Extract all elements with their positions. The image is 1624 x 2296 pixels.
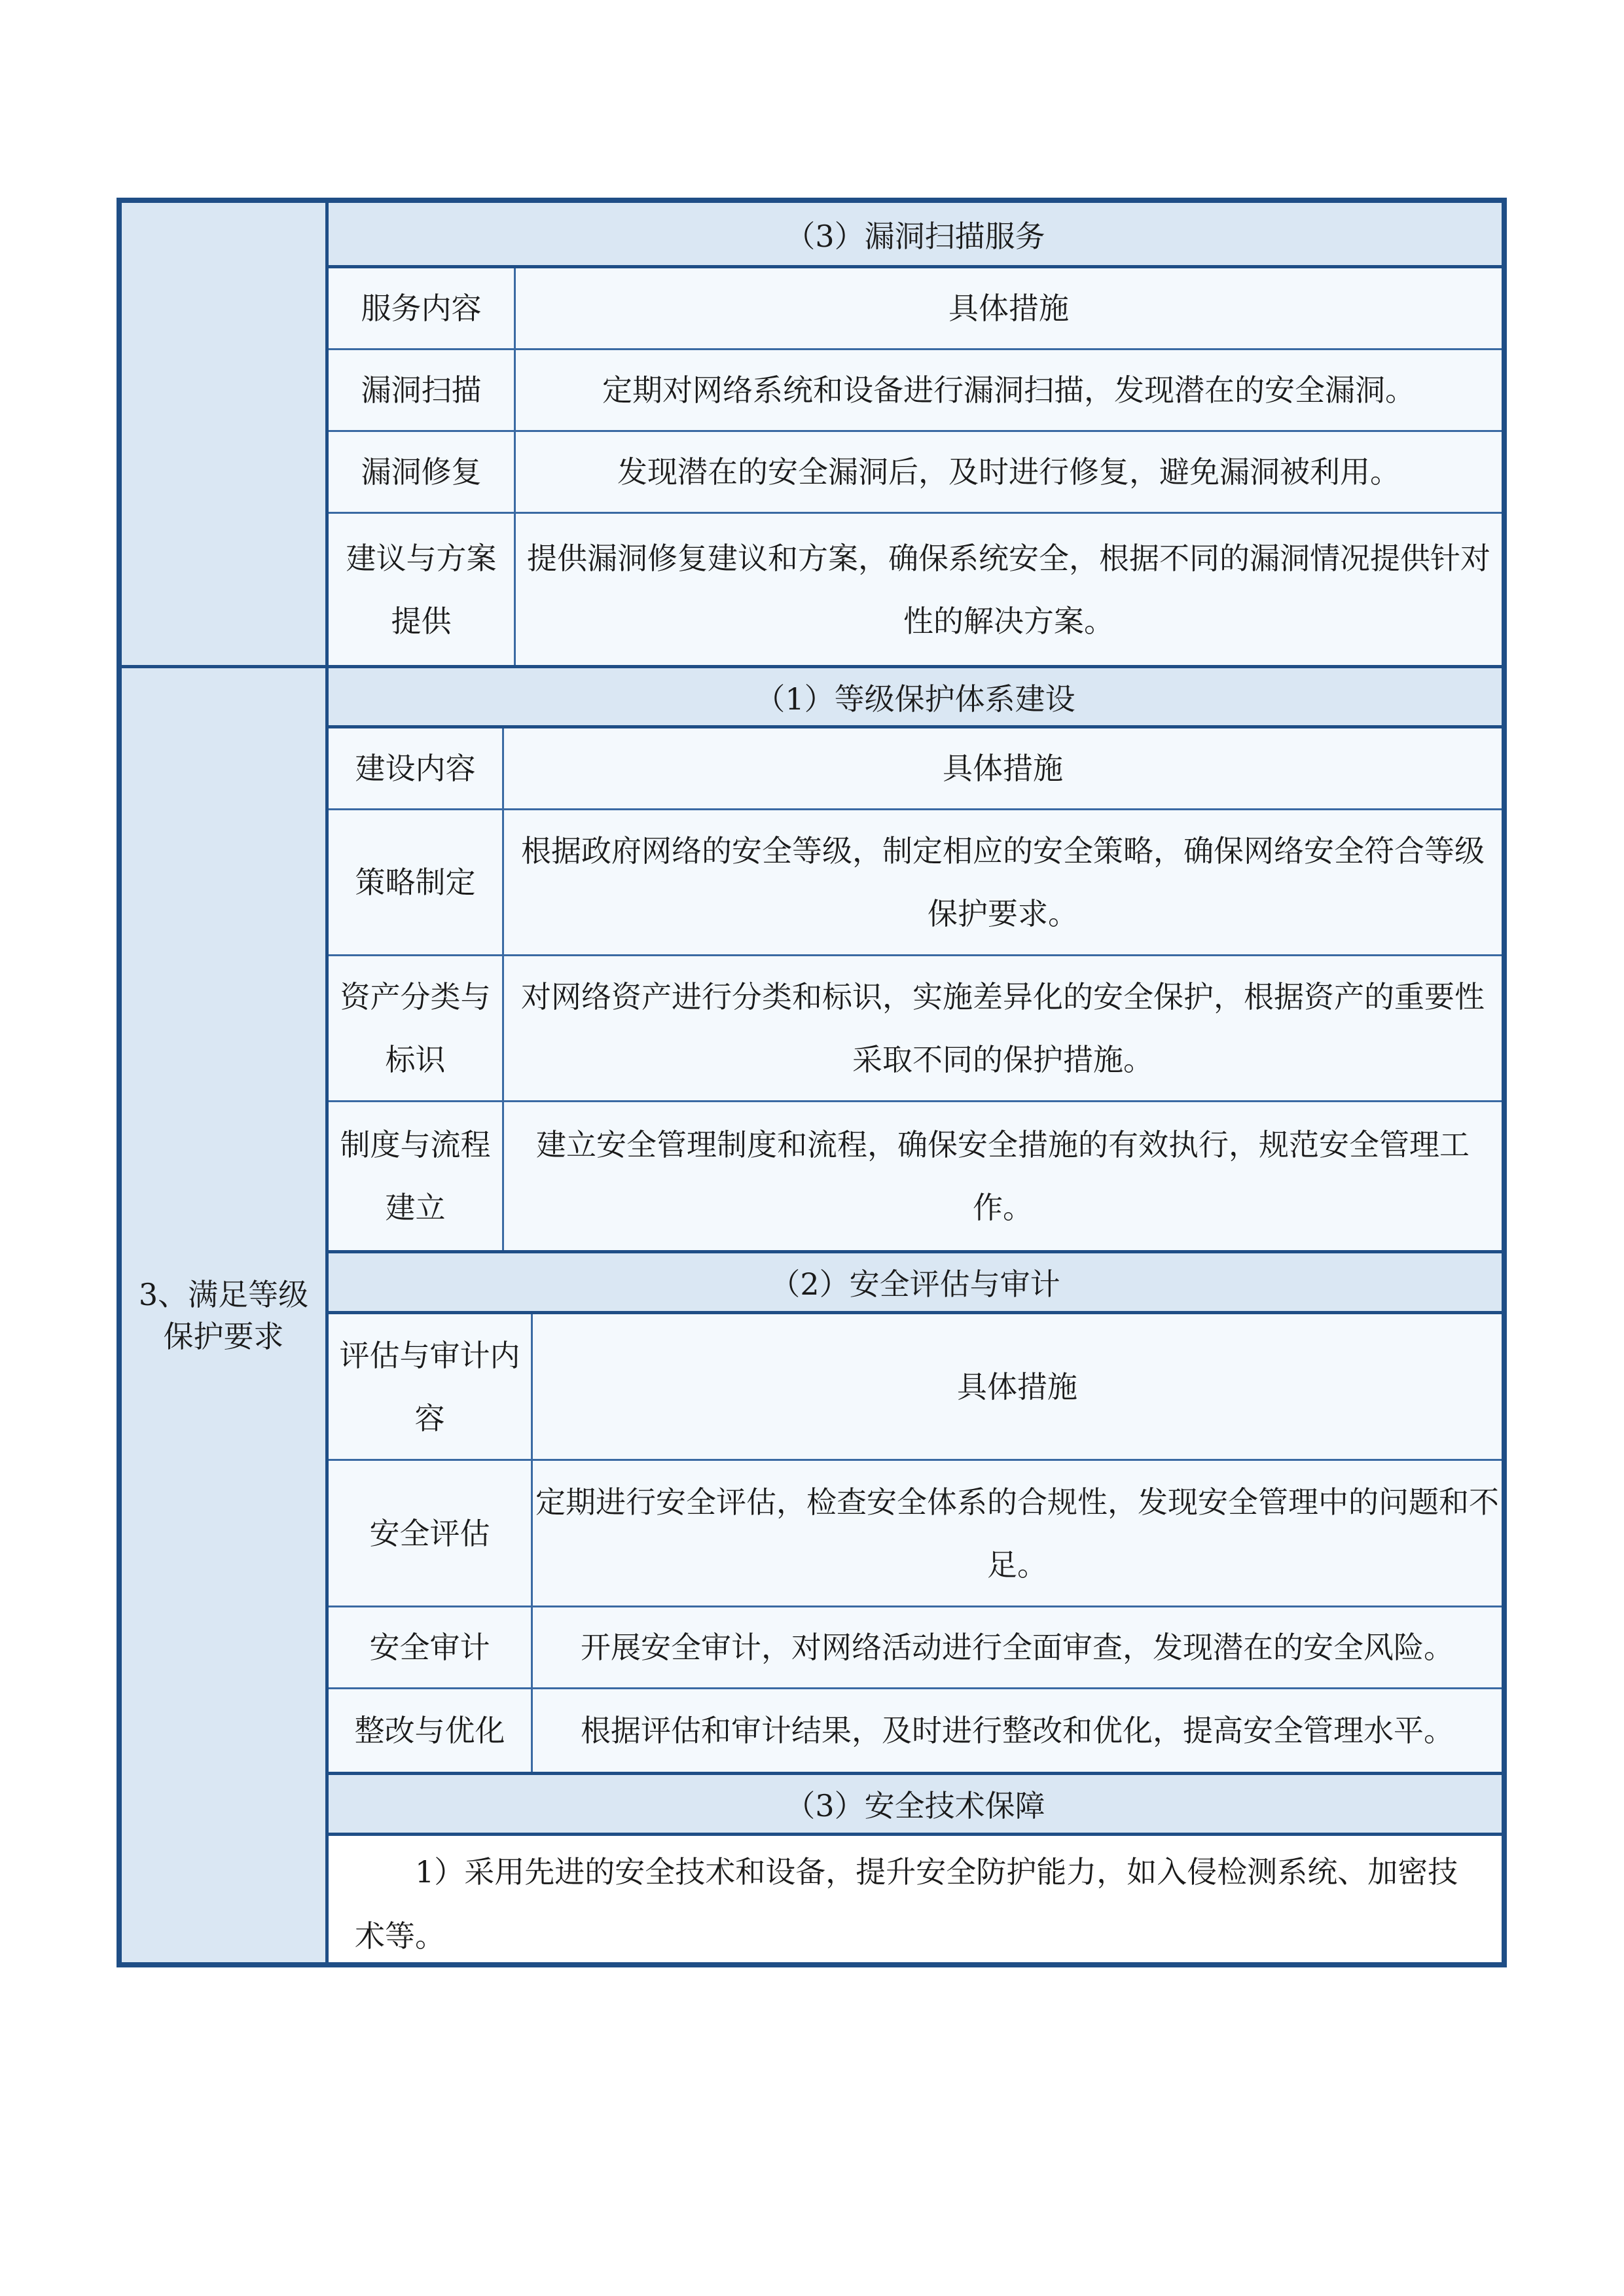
column-header-measure: 具体措施 (948, 291, 1069, 326)
section-title-vuln-scan (329, 203, 1502, 268)
row-item: 制度与流程建立 (329, 1102, 504, 1250)
row-measure: 定期进行安全评估，检查安全体系的合规性，发现安全管理中的问题和不足。 (535, 1484, 1499, 1583)
row-measure: 提供漏洞修复建议和方案，确保系统安全，根据不同的漏洞情况提供针对性的解决方案。 (527, 540, 1490, 639)
row-measure: 开展安全审计，对网络活动进行全面审查，发现潜在的安全风险。 (581, 1630, 1454, 1665)
tech-guarantee-paragraph: 1）采用先进的安全技术和设备，提升安全防护能力，如入侵检测系统、加密技术等。 (355, 1854, 1458, 1954)
row-item: 安全审计 (329, 1607, 533, 1687)
table-header-row (329, 1314, 1502, 1461)
row-measure: 根据评估和审计结果，及时进行整改和优化，提高安全管理水平。 (581, 1713, 1454, 1748)
row-item: 漏洞修复 (329, 432, 516, 512)
table-row (329, 1607, 1502, 1689)
right-content-column (329, 203, 1502, 1962)
table-row (329, 514, 1502, 665)
section-title-text: （1）等级保护体系建设 (755, 681, 1075, 717)
row-item: 策略制定 (329, 810, 504, 954)
row-measure: 根据政府网络的安全等级，制定相应的安全策略，确保网络安全符合等级保护要求。 (521, 833, 1485, 931)
category-label: 3、满足等级保护要求 (138, 1276, 309, 1354)
row-item: 漏洞扫描 (329, 350, 516, 430)
row-item: 安全评估 (329, 1461, 533, 1605)
left-category-column (122, 203, 329, 1962)
row-item: 整改与优化 (329, 1689, 533, 1772)
table-row (329, 810, 1502, 956)
tech-guarantee-body (329, 1836, 1502, 1962)
section-title-grade-protection (329, 665, 1502, 728)
left-category-section (122, 665, 325, 1962)
row-measure: 对网络资产进行分类和标识，实施差异化的安全保护，根据资产的重要性采取不同的保护措施。 (521, 979, 1485, 1077)
table-row (329, 1461, 1502, 1607)
section-title-assessment-audit (329, 1250, 1502, 1314)
column-header-measure: 具体措施 (943, 751, 1063, 786)
content-table (117, 198, 1507, 1967)
table-row (329, 432, 1502, 514)
column-header-item: 建设内容 (329, 728, 504, 808)
row-measure: 定期对网络系统和设备进行漏洞扫描，发现潜在的安全漏洞。 (602, 372, 1415, 408)
table-header-row (329, 268, 1502, 350)
row-item: 资产分类与标识 (329, 956, 504, 1100)
column-header-item: 评估与审计内容 (329, 1314, 533, 1459)
table-row (329, 1102, 1502, 1250)
table-row (329, 956, 1502, 1102)
table-row (329, 350, 1502, 432)
section-title-text: （2）安全评估与审计 (770, 1266, 1060, 1302)
section-title-text: （3）安全技术保障 (785, 1788, 1045, 1823)
row-measure: 发现潜在的安全漏洞后，及时进行修复，避免漏洞被利用。 (617, 454, 1400, 490)
column-header-measure: 具体措施 (957, 1369, 1077, 1405)
section-title-tech-guarantee (329, 1772, 1502, 1836)
row-item: 建议与方案提供 (329, 514, 516, 665)
table-header-row (329, 728, 1502, 810)
section-title-text: （3）漏洞扫描服务 (785, 218, 1045, 254)
table-row (329, 1689, 1502, 1772)
column-header-item: 服务内容 (329, 268, 516, 348)
row-measure: 建立安全管理制度和流程，确保安全措施的有效执行，规范安全管理工作。 (536, 1127, 1470, 1225)
